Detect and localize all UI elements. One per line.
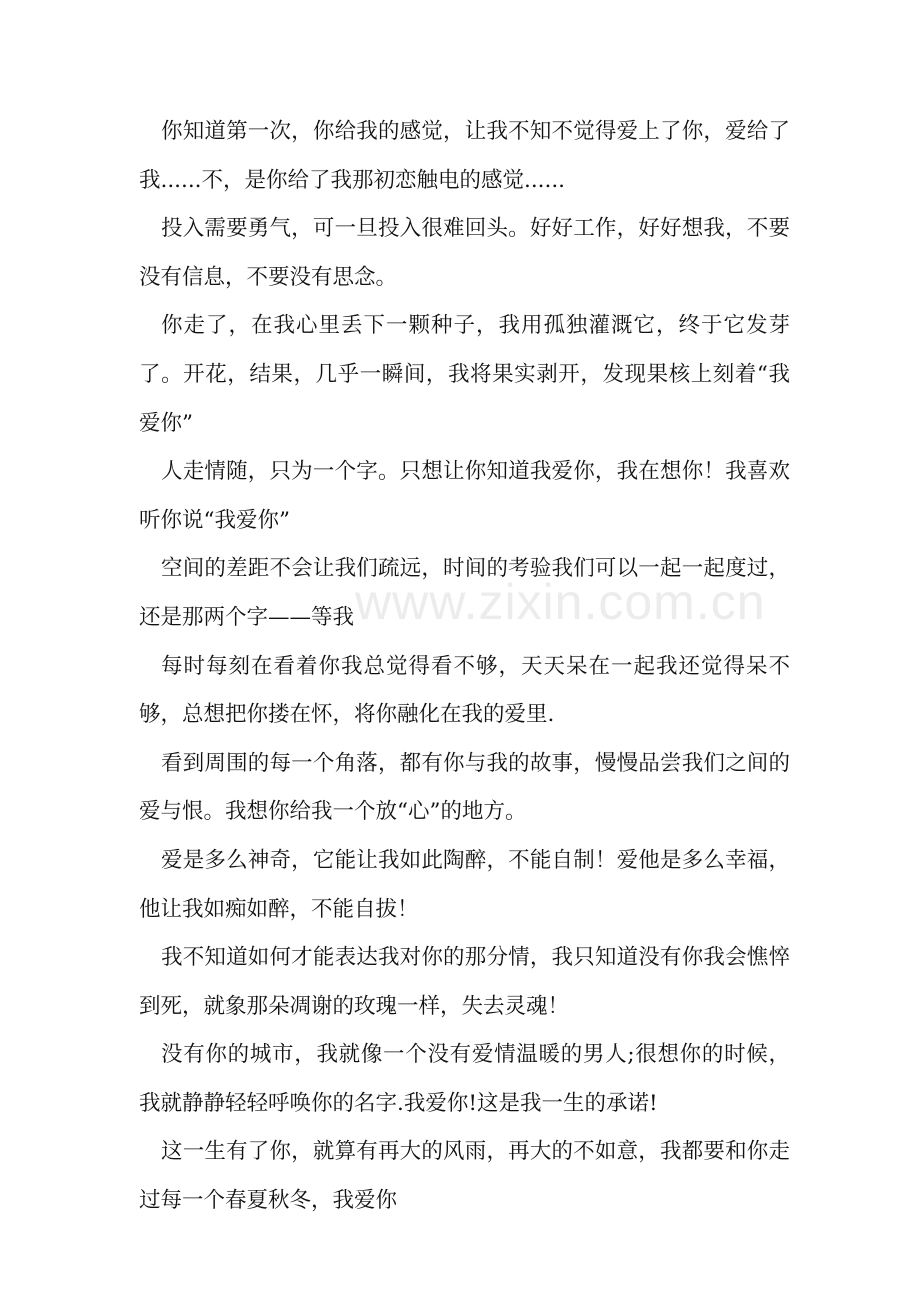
paragraph-4: 人走情随，只为一个字。只想让你知道我爱你，我在想你！我喜欢听你说“我爱你” [139,459,790,533]
paragraph-9: 我不知道如何才能表达我对你的那分情，我只知道没有你我会憔悴到死，就象那朵凋谢的玫瑰一样，失去灵魂！ [139,945,790,1019]
paragraph-3: 你走了，在我心里丢下一颗种子，我用孤独灌溉它，终于它发芽了。开花，结果，几乎一瞬间，我将果实剥开，发现果核上刻着“我爱你” [139,313,790,436]
paragraph-7: 看到周围的每一个角落，都有你与我的故事，慢慢品尝我们之间的爱与恨。我想你给我一个放“心”的地方。 [139,750,790,825]
paragraph-1: 你知道第一次，你给我的感觉，让我不知不觉得爱上了你，爱给了我......不，是你给了我那初恋触电的感觉...... [139,119,790,193]
paragraph-6: 每时每刻在看着你我总觉得看不够，天天呆在一起我还觉得呆不够，总想把你搂在怀，将你融化在我的爱里. [139,653,790,728]
paragraph-2: 投入需要勇气，可一旦投入很难回头。好好工作，好好想我，不要没有信息，不要没有思念。 [139,216,790,290]
document-body [139,108,790,1226]
paragraph-10: 没有你的城市，我就像一个没有爱情温暖的男人;很想你的时候，我就静静轻轻呼唤你的名字.我爱你!这是我一生的承诺! [139,1042,790,1116]
paragraph-5: 空间的差距不会让我们疏远，时间的考验我们可以一起一起度过，还是那两个字——等我 [139,556,790,630]
paragraph-11: 这一生有了你，就算有再大的风雨，再大的不如意，我都要和你走过每一个春夏秋冬，我爱你 [139,1139,790,1214]
paragraph-8: 爱是多么神奇，它能让我如此陶醉，不能自制！爱他是多么幸福，他让我如痴如醉，不能自拔！ [139,847,790,922]
watermark: www.zixin.com.cn [355,574,766,630]
